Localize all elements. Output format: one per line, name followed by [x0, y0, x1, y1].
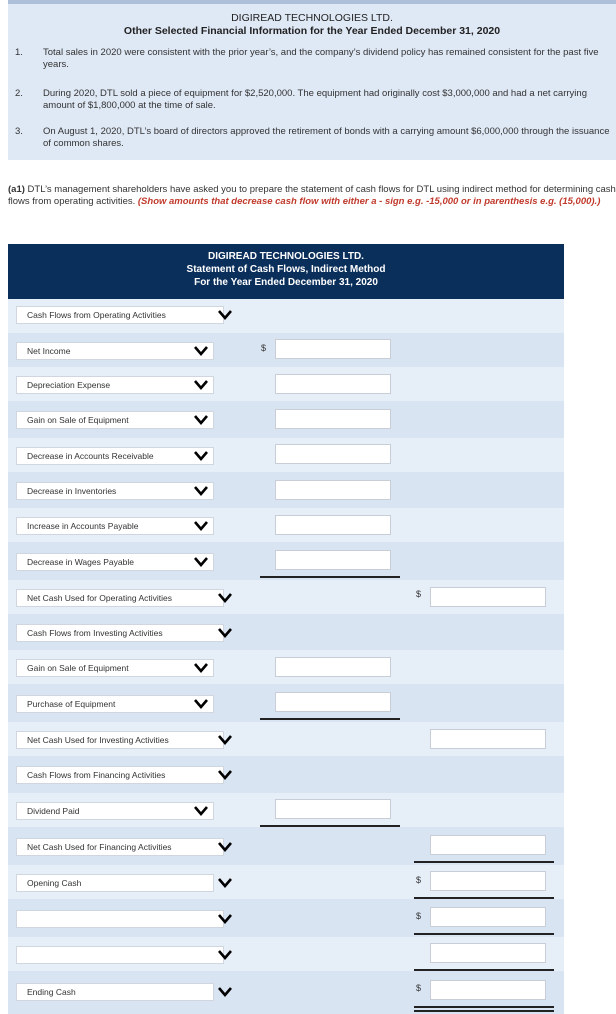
chevron-down-icon[interactable]: [217, 625, 233, 641]
amount-input[interactable]: [275, 515, 391, 535]
dollar-sign: $: [416, 875, 422, 885]
chevron-down-icon[interactable]: [217, 875, 233, 891]
total-double-underline: [414, 1010, 554, 1012]
chevron-down-icon[interactable]: [193, 483, 209, 499]
account-select[interactable]: Cash Flows from Financing Activities: [16, 766, 224, 784]
info-topbar: [8, 0, 616, 4]
subtotal-underline: [260, 825, 400, 827]
account-select[interactable]: Gain on Sale of Equipment: [16, 659, 214, 677]
subtotal-underline: [260, 576, 400, 578]
account-select[interactable]: Increase in Accounts Payable: [16, 517, 214, 535]
note-number: 3.: [15, 126, 23, 137]
note-text: On August 1, 2020, DTL’s board of directors approved the retirement of bonds with a carrying amount $6,000,000 through the issuance of common shares.: [43, 126, 610, 149]
info-company: DIGIREAD TECHNOLOGIES LTD.: [231, 12, 393, 24]
chevron-down-icon[interactable]: [217, 984, 233, 1000]
chevron-down-icon[interactable]: [193, 660, 209, 676]
account-select[interactable]: Decrease in Inventories: [16, 482, 214, 500]
amount-input[interactable]: [275, 374, 391, 394]
question-instruction: (Show amounts that decrease cash flow with either a - sign e.g. -15,000 or in parenthesis e.g. (15,000).): [137, 196, 601, 207]
question-text: [8, 184, 616, 208]
total-input[interactable]: [430, 871, 546, 891]
chevron-down-icon[interactable]: [193, 448, 209, 464]
account-select[interactable]: Net Income: [16, 342, 214, 360]
total-input[interactable]: [430, 980, 546, 1000]
dollar-sign: $: [261, 343, 267, 353]
question-body: DTL’s management shareholders have asked you to prepare the statement of cash flows for DTL using indirect method for determining cash flows from operating activities.: [8, 184, 616, 207]
chevron-down-icon[interactable]: [193, 554, 209, 570]
account-select[interactable]: Opening Cash: [16, 874, 214, 892]
account-select[interactable]: Net Cash Used for Investing Activities: [16, 731, 224, 749]
amount-input[interactable]: [275, 444, 391, 464]
statement-title: Statement of Cash Flows, Indirect Method: [186, 264, 386, 275]
amount-input[interactable]: [275, 799, 391, 819]
subtotal-underline: [414, 861, 554, 863]
account-select[interactable]: Cash Flows from Operating Activities: [16, 306, 224, 324]
chevron-down-icon[interactable]: [193, 696, 209, 712]
account-select[interactable]: Depreciation Expense: [16, 376, 214, 394]
amount-input[interactable]: [275, 339, 391, 359]
chevron-down-icon[interactable]: [193, 803, 209, 819]
subtotal-underline: [414, 897, 554, 899]
chevron-down-icon[interactable]: [217, 307, 233, 323]
total-input[interactable]: [430, 907, 546, 927]
account-select[interactable]: Ending Cash: [16, 983, 214, 1001]
dollar-sign: $: [416, 983, 422, 993]
account-select[interactable]: Cash Flows from Investing Activities: [16, 624, 224, 642]
note-text: During 2020, DTL sold a piece of equipment for $2,520,000. The equipment had originally cost $3,000,000 and had a net carrying amount of $1,800,000 at the time of sale.: [43, 88, 587, 111]
info-subtitle: Other Selected Financial Information for the Year Ended December 31, 2020: [123, 25, 501, 37]
chevron-down-icon[interactable]: [217, 732, 233, 748]
dollar-sign: $: [416, 911, 422, 921]
chevron-down-icon[interactable]: [217, 767, 233, 783]
account-select[interactable]: Decrease in Accounts Receivable: [16, 447, 214, 465]
note-number: 2.: [15, 88, 23, 99]
chevron-down-icon[interactable]: [217, 839, 233, 855]
total-input[interactable]: [430, 835, 546, 855]
chevron-down-icon[interactable]: [217, 911, 233, 927]
subtotal-underline: [414, 933, 554, 935]
subtotal-underline: [260, 718, 400, 720]
total-double-underline: [414, 1006, 554, 1008]
amount-input[interactable]: [275, 480, 391, 500]
account-select[interactable]: Gain on Sale of Equipment: [16, 411, 214, 429]
total-input[interactable]: [430, 587, 546, 607]
amount-input[interactable]: [275, 657, 391, 677]
dollar-sign: $: [416, 589, 422, 599]
account-select[interactable]: Decrease in Wages Payable: [16, 553, 214, 571]
question-id: (a1): [8, 184, 25, 195]
chevron-down-icon[interactable]: [217, 947, 233, 963]
account-select[interactable]: Dividend Paid: [16, 802, 214, 820]
note-text: Total sales in 2020 were consistent with the prior year’s, and the company’s dividend policy has remained consistent for the past five years.: [43, 47, 599, 70]
account-select[interactable]: Purchase of Equipment: [16, 695, 214, 713]
amount-input[interactable]: [275, 692, 391, 712]
statement-company: DIGIREAD TECHNOLOGIES LTD.: [208, 251, 364, 262]
account-select[interactable]: Net Cash Used for Operating Activities: [16, 589, 224, 607]
account-select[interactable]: [16, 910, 224, 928]
account-select[interactable]: Net Cash Used for Financing Activities: [16, 838, 224, 856]
statement-header: [8, 244, 564, 300]
info-title: [8, 12, 616, 38]
chevron-down-icon[interactable]: [193, 377, 209, 393]
chevron-down-icon[interactable]: [193, 518, 209, 534]
statement-period: For the Year Ended December 31, 2020: [194, 277, 378, 288]
account-select[interactable]: [16, 946, 224, 964]
chevron-down-icon[interactable]: [193, 412, 209, 428]
amount-input[interactable]: [275, 409, 391, 429]
chevron-down-icon[interactable]: [217, 590, 233, 606]
total-input[interactable]: [430, 729, 546, 749]
info-panel: [8, 0, 616, 160]
total-input[interactable]: [430, 943, 546, 963]
subtotal-underline: [414, 969, 554, 971]
amount-input[interactable]: [275, 550, 391, 570]
chevron-down-icon[interactable]: [193, 343, 209, 359]
note-number: 1.: [15, 47, 23, 58]
